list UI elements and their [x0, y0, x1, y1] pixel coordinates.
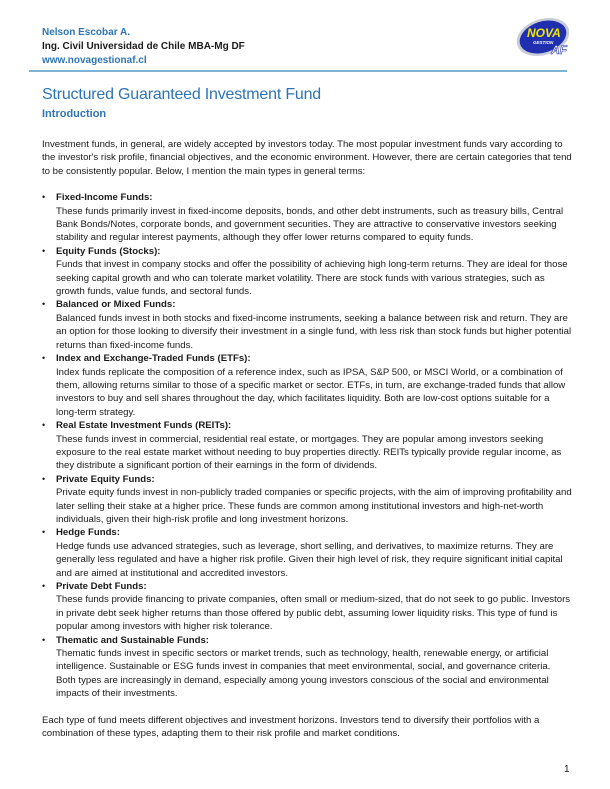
list-item: [42, 580, 572, 634]
fund-type-description: Thematic funds invest in specific sectors or market trends, such as technology, health, renewable energy, or artificial intelligence. Sustainable or ESG funds invest in companies that meet environmental, social, and governance criteria. Both types are increasingly in demand, especially among young investors conscious of the social and environmental impacts of their investments.: [56, 648, 551, 700]
fund-type-description: Balanced funds invest in both stocks and fixed-income instruments, seeking a balance between risk and return. They are an option for those looking to diversify their investment in a single fund, with less risk than stock funds but higher potential returns than fixed-income funds.: [56, 312, 572, 351]
fund-type-title: Equity Funds (Stocks):: [56, 245, 161, 257]
author-degree: Ing. Civil Universidad de Chile MBA-Mg DF: [42, 41, 245, 52]
section-heading: Introduction: [42, 108, 107, 120]
list-item: [42, 352, 572, 419]
bullet-icon: •: [42, 299, 46, 310]
document-title: Structured Guaranteed Investment Fund: [42, 86, 321, 103]
list-item: [42, 419, 572, 473]
fund-type-title: Balanced or Mixed Funds:: [56, 299, 176, 311]
bullet-icon: •: [42, 473, 46, 484]
website-link[interactable]: www.novagestionaf.cl: [42, 55, 147, 66]
list-item: [42, 245, 572, 299]
fund-type-description: Hedge funds use advanced strategies, such as leverage, short selling, and derivatives, to maximize returns. They are generally less regulated and have a higher risk profile. Given their high level of risk, they require significant initial capital and are aimed at institutional and accredited investors.: [56, 540, 563, 579]
bullet-icon: •: [42, 527, 46, 538]
header-divider: [29, 70, 567, 72]
list-item: [42, 298, 572, 352]
logo-text-nova: NOVA: [527, 26, 561, 40]
fund-types-list: [42, 191, 572, 700]
bullet-icon: •: [42, 245, 46, 256]
fund-type-description: These funds provide financing to private companies, often small or medium-sized, that do not seek to go public. Investors in private debt seek higher returns than those offered by public debt, assuming lower liquidity risks. This type of fund is popular among investors with higher risk tolerance.: [56, 594, 571, 633]
fund-type-description: Index funds replicate the composition of a reference index, such as IPSA, S&P 500, or MSCI World, or a combination of them, allowing returns similar to those of a specific market or sector. ETFs, in turn, are exchange-traded funds that allow investors to buy and sell shares throughout the day, which facilitates liquidity. Both are low-cost options suitable for a long-term strategy.: [56, 366, 566, 418]
list-item: [42, 526, 572, 580]
list-item: [42, 191, 572, 245]
nova-gestion-af-logo-icon: [515, 15, 575, 60]
logo-text-af: AF: [551, 43, 567, 57]
list-item: [42, 473, 572, 527]
bullet-icon: •: [42, 353, 46, 364]
fund-type-description: These funds primarily invest in fixed-income deposits, bonds, and other debt instruments, such as treasury bills, Central Bank Bonds/Notes, corporate bonds, and government securities. They are attractive to conservative investors seeking stability and regular interest payments, although they offer lower returns compared to equity funds.: [56, 205, 564, 244]
bullet-icon: •: [42, 420, 46, 431]
page-header: [42, 26, 568, 67]
logo-text-gestion: GESTION: [533, 40, 554, 45]
author-name: Nelson Escobar A.: [42, 27, 130, 38]
list-item: [42, 634, 572, 701]
fund-type-title: Thematic and Sustainable Funds:: [56, 634, 209, 646]
page-number: 1: [564, 764, 570, 775]
fund-type-title: Private Debt Funds:: [56, 581, 147, 592]
fund-type-title: Index and Exchange-Traded Funds (ETFs):: [56, 353, 251, 365]
bullet-icon: •: [42, 634, 46, 645]
intro-paragraph: Investment funds, in general, are widely accepted by investors today. The most popular investment funds vary according to the investor's risk profile, financial objectives, and the economic environment. However, there are certain categories that tend to be consistently popular. Below, I mention the main types in general terms:: [42, 139, 572, 177]
fund-type-title: Hedge Funds:: [56, 527, 120, 539]
fund-type-description: Funds that invest in company stocks and offer the possibility of achieving high long-term returns. They are ideal for those seeking capital growth and who can tolerate market volatility. There are stock funds with various strategies, such as growth funds, value funds, and sectoral funds.: [56, 259, 568, 298]
bullet-icon: •: [42, 581, 46, 591]
fund-type-description: These funds invest in commercial, residential real estate, or mortgages. They are popular among investors seeking exposure to the real estate market without needing to buy properties directly. REITs typically provide regular income, as they distribute a significant portion of their earnings in the form of dividends.: [56, 433, 562, 472]
fund-type-description: Private equity funds invest in non-publicly traded companies or specific projects, with the aim of improving profitability and later selling their stake at a higher price. These funds are common among institutional investors and high-net-worth individuals, given their high-risk profile and long investment horizons.: [56, 487, 572, 525]
fund-type-title: Real Estate Investment Funds (REITs):: [56, 420, 232, 432]
closing-paragraph: Each type of fund meets different objectives and investment horizons. Investors tend to diversify their portfolios with a combination of these types, adapting them to their risk profile and market conditions.: [42, 714, 540, 740]
fund-type-title: Fixed-Income Funds:: [56, 192, 153, 204]
bullet-icon: •: [42, 192, 46, 203]
document-body: [42, 138, 572, 740]
fund-type-title: Private Equity Funds:: [56, 473, 155, 485]
